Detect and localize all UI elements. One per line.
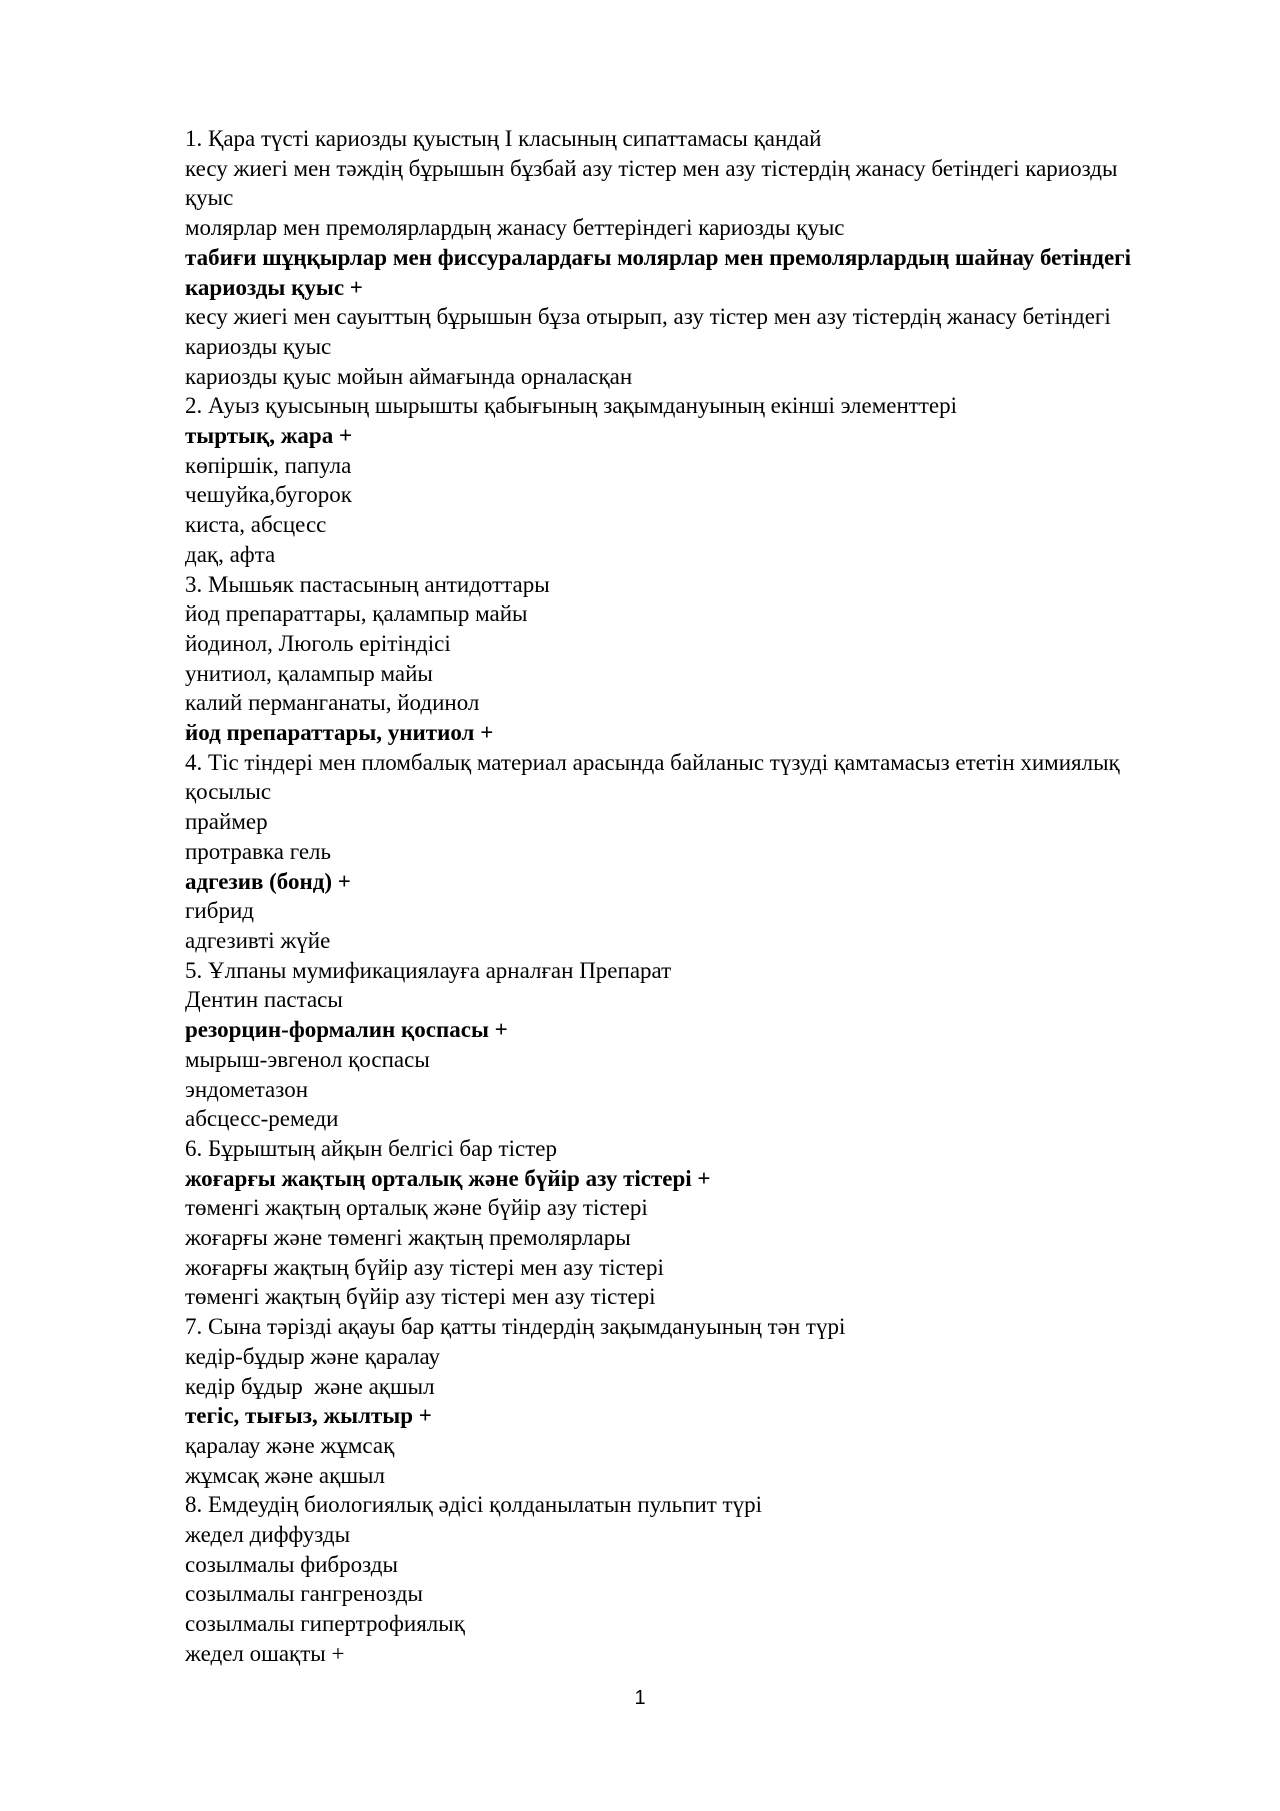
question-4-option-d: гибрид bbox=[185, 898, 254, 924]
question-8-option-e-marked: жедел ошақты + bbox=[185, 1640, 345, 1666]
question-1-stem: 1. Қара түсті кариозды қуыстың I класының сипаттамасы қандай bbox=[185, 126, 822, 151]
question-1-option-d: кесу жиегі мен сауыттың бұрышын бұза отырып, азу тістер мен азу тістердің жанасу бетіндегі кариозды қуыс bbox=[185, 304, 1117, 359]
question-7-option-d: қаралау және жұмсақ bbox=[185, 1432, 395, 1458]
question-4-option-e: адгезивті жүйе bbox=[185, 927, 331, 953]
question-1-option-b: молярлар мен премолярлардың жанасу беттеріндегі кариозды қуыс bbox=[185, 215, 845, 241]
question-8-option-c: созылмалы гангренозды bbox=[185, 1581, 423, 1607]
question-2-option-e: дақ, афта bbox=[185, 541, 276, 567]
question-2-stem: 2. Ауыз қуысының шырышты қабығының зақымдануының екінші элементтері bbox=[185, 393, 958, 419]
question-5-option-a: Дентин пастасы bbox=[185, 987, 343, 1013]
question-6-option-d: жоғарғы жақтың бүйір азу тістері мен азу тістері bbox=[185, 1254, 664, 1280]
question-7-option-b: кедір бұдыр және ақшыл bbox=[185, 1373, 435, 1399]
question-5-option-e: абсцесс-ремеди bbox=[185, 1106, 339, 1132]
question-1-option-e: кариозды қуыс мойын аймағында орналасқан bbox=[185, 363, 633, 389]
question-6-option-e: төменгі жақтың бүйір азу тістері мен азу тістері bbox=[185, 1284, 656, 1310]
document-body bbox=[185, 124, 1145, 1669]
question-6-stem: 6. Бұрыштың айқын белгісі бар тістер bbox=[185, 1135, 557, 1161]
page-number: 1 bbox=[634, 1687, 646, 1709]
question-8-option-b: созылмалы фиброзды bbox=[185, 1551, 398, 1577]
question-3-option-e-correct: йод препараттары, унитиол + bbox=[185, 720, 494, 746]
question-1-option-a: кесу жиегі мен тәждің бұрышын бұзбай азу тістер мен азу тістердің жанасу бетіндегі кариозды қуыс bbox=[185, 155, 1124, 211]
question-4-option-b: протравка гель bbox=[185, 838, 331, 864]
question-2-option-c: чешуйка,бугорок bbox=[185, 482, 352, 508]
question-7-option-c-correct: тегіс, тығыз, жылтыр + bbox=[185, 1403, 432, 1429]
question-2-option-b: көпіршік, папула bbox=[185, 452, 352, 478]
question-6-option-a-correct: жоғарғы жақтың орталық және бүйір азу тістері + bbox=[185, 1165, 711, 1191]
question-1-option-c-correct: табиғи шұңқырлар мен фиссуралардағы молярлар мен премолярлардың шайнау бетіндегі кариозды қуыс + bbox=[185, 244, 1137, 300]
question-3-option-c: унитиол, қалампыр майы bbox=[185, 660, 433, 686]
question-3-stem: 3. Мышьяк пастасының антидоттары bbox=[185, 571, 550, 597]
question-3-option-a: йод препараттары, қалампыр майы bbox=[185, 601, 528, 627]
question-8-stem: 8. Емдеудің биологиялық әдісі қолданылатын пульпит түрі bbox=[185, 1492, 762, 1518]
question-6-option-c: жоғарғы және төменгі жақтың премолярлары bbox=[185, 1225, 631, 1251]
question-4-option-a: праймер bbox=[185, 809, 268, 835]
question-8-option-a: жедел диффузды bbox=[185, 1522, 351, 1548]
question-7-option-a: кедір-бұдыр және қаралау bbox=[185, 1343, 441, 1369]
question-8-option-d: созылмалы гипертрофиялық bbox=[185, 1611, 465, 1637]
question-7-option-e: жұмсақ және ақшыл bbox=[185, 1462, 385, 1488]
question-5-stem: 5. Ұлпаны мумификациялауға арналған Препарат bbox=[185, 957, 672, 983]
question-2-option-d: киста, абсцесс bbox=[185, 512, 327, 538]
question-4-stem: 4. Тіс тіндері мен пломбалық материал арасында байланыс түзуді қамтамасыз ететін химиялық қосылыс bbox=[185, 749, 1126, 805]
question-5-option-c: мырыш-эвгенол қоспасы bbox=[185, 1046, 430, 1072]
question-3-option-d: калий перманганаты, йодинол bbox=[185, 690, 480, 716]
question-2-option-a-correct: тыртық, жара + bbox=[185, 423, 353, 449]
question-7-stem: 7. Сына тәрізді ақауы бар қатты тіндердің зақымдануының тән түрі bbox=[185, 1314, 846, 1340]
question-5-option-d: эндометазон bbox=[185, 1076, 309, 1102]
question-3-option-b: йодинол, Люголь ерітіндісі bbox=[185, 630, 451, 656]
question-5-option-b-correct: резорцин-формалин қоспасы + bbox=[185, 1017, 508, 1043]
question-6-option-b: төменгі жақтың орталық және бүйір азу тістері bbox=[185, 1195, 648, 1221]
question-4-option-c-correct: адгезив (бонд) + bbox=[185, 868, 351, 894]
